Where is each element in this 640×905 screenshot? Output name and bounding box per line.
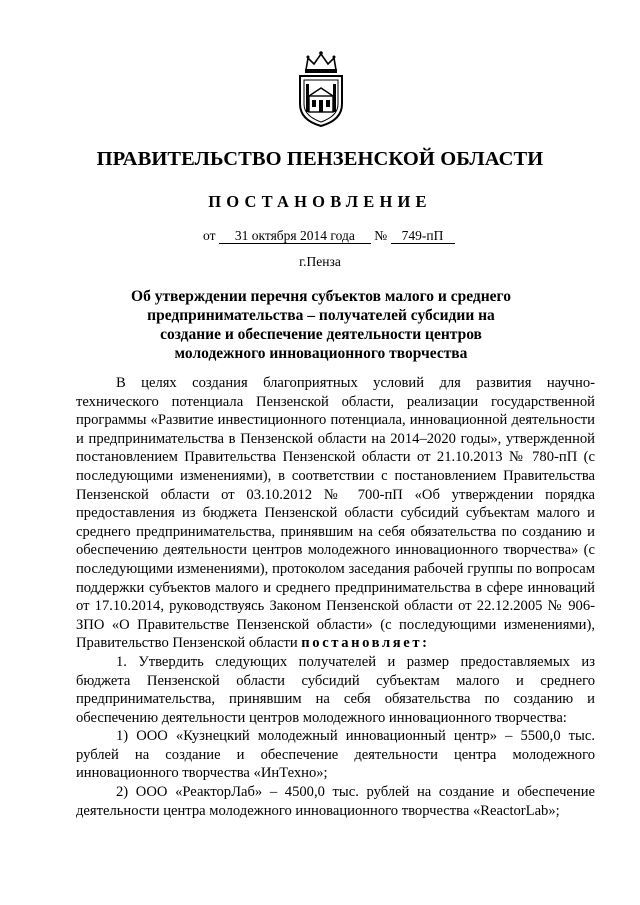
preamble-paragraph xyxy=(76,374,595,653)
document-subject: Об утверждении перечня субъектов малого и среднего предпринимательства – получателей субсидии на создание и обеспечение деятельности центров молодежного инновационного творчества xyxy=(131,288,511,362)
coat-of-arms-emblem xyxy=(292,50,350,128)
item-1-paragraph: 1. Утвердить следующих получателей и размер предоставляемых из бюджета Пензенской области субсидий субъектам малого и среднего предпринимательства, принявшим на себя обязательства по созданию и обеспечению деятельности центров молодежного инновационного творчества: xyxy=(76,653,595,726)
item-1-1-paragraph: 1) ООО «Кузнецкий молодежный инновационный центр» – 5500,0 тыс. рублей на создание и обеспечение деятельности центра молодежного инновационного творчества «ИнТехно»; xyxy=(76,728,595,782)
document-type: ПОСТАНОВЛЕНИЕ xyxy=(208,192,432,211)
date-number-line xyxy=(203,228,455,244)
resolves-word: постановляет: xyxy=(301,635,430,652)
document-body xyxy=(76,374,595,820)
government-title: ПРАВИТЕЛЬСТВО ПЕНЗЕНСКОЙ ОБЛАСТИ xyxy=(96,148,544,170)
date-prefix: от xyxy=(203,228,216,243)
city: г.Пенза xyxy=(299,254,341,269)
item-1-2-paragraph: 2) ООО «РеакторЛаб» – 4500,0 тыс. рублей на создание и обеспечение деятельности центра молодежного инновационного творчества «ReactorLab»; xyxy=(76,784,595,819)
document-number: 749-пП xyxy=(391,228,455,244)
document-date: 31 октября 2014 года xyxy=(219,228,371,244)
number-prefix: № xyxy=(374,228,388,243)
preamble-text: В целях создания благоприятных условий для развития научно-технического потенциала Пензенской области, реализации государственной программы «Развитие инвестиционного потенциала, инновационной деятельности и предпринимательства в Пензенской области на 2014–2020 годы», утвержденной постановлением Правительства Пензенской области от 21.10.2013 № 780-пП (с последующими изменениями), в соответствии с постановлением Правительства Пензенской области от 03.10.2012 № 700-пП «Об утверждении порядка предоставления из бюджета Пензенской области субсидий субъектам малого и среднего предпринимательства, принявшим на себя обязательства по созданию и обеспечению деятельности центров молодежного инновационного творчества» (с последующими изменениями), протоколом заседания рабочей группы по вопросам поддержки субъектов малого и среднего предпринимательства в сфере инноваций от 17.10.2014, руководствуясь Законом Пензенской области от 22.12.2005 № 906-ЗПО «О Правительстве Пензенской области» (с последующими изменениями), Правительство Пензенской области xyxy=(76,375,595,652)
